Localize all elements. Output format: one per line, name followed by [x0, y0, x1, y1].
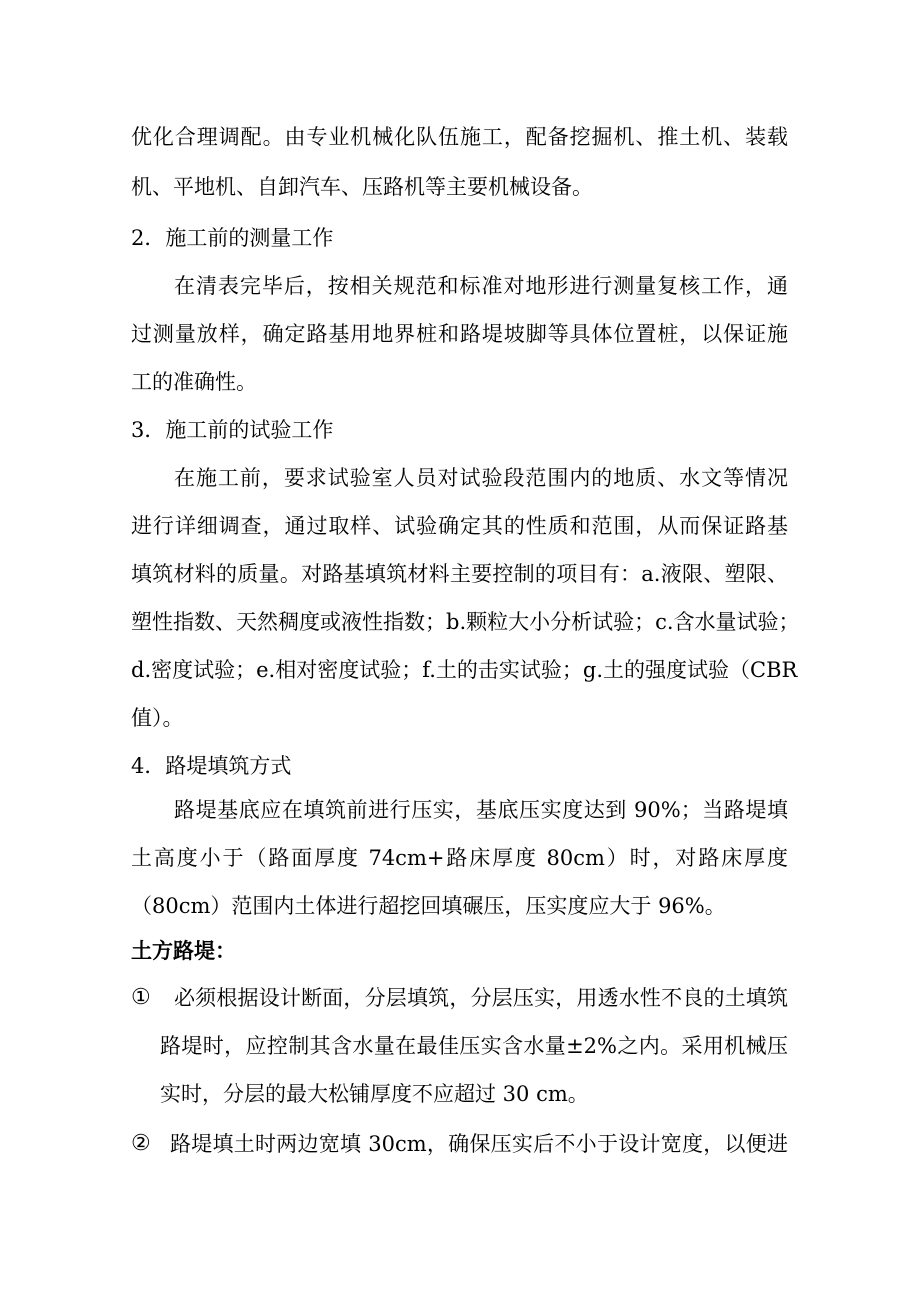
section-heading: 4．路堤填筑方式 [131, 754, 292, 778]
list-item-line: 路堤时，应控制其含水量在最佳压实含水量±2%之内。采用机械压 [160, 1034, 788, 1058]
paragraph-line: 机、平地机、自卸汽车、压路机等主要机械设备。 [131, 175, 593, 199]
paragraph-line: 路堤基底应在填筑前进行压实，基底压实度达到 90%；当路堤填 [174, 798, 788, 822]
paragraph-line: d.密度试验；e.相对密度试验；f.土的击实试验；g.土的强度试验（CBR [131, 658, 798, 682]
paragraph-line: 在清表完毕后，按相关规范和标准对地形进行测量复核工作，通 [174, 274, 788, 298]
section-heading: 2．施工前的测量工作 [131, 226, 334, 250]
list-marker: ① [131, 985, 151, 1010]
section-heading: 3．施工前的试验工作 [131, 418, 334, 442]
paragraph-line: 填筑材料的质量。对路基填筑材料主要控制的项目有：a.液限、塑限、 [131, 562, 788, 586]
paragraph-line: 优化合理调配。由专业机械化队伍施工，配备挖掘机、推土机、装载 [131, 125, 788, 149]
paragraph-line: 值）。 [131, 706, 184, 730]
paragraph-line: 过测量放样，确定路基用地界桩和路堤坡脚等具体位置桩，以保证施 [131, 322, 788, 346]
paragraph-line: 进行详细调查，通过取样、试验确定其的性质和范围，从而保证路基 [131, 514, 788, 538]
paragraph-line: 塑性指数、天然稠度或液性指数；b.颗粒大小分析试验；c.含水量试验； [131, 610, 800, 634]
list-marker: ② [131, 1131, 151, 1156]
paragraph-line: 在施工前，要求试验室人员对试验段范围内的地质、水文等情况 [174, 466, 788, 490]
paragraph-line: （80cm）范围内土体进行超挖回填碾压，压实度应大于 96%。 [131, 894, 726, 918]
subsection-heading: 土方路堤： [131, 938, 236, 963]
list-item-line: 必须根据设计断面，分层填筑，分层压实，用透水性不良的土填筑 [174, 986, 788, 1010]
paragraph-line: 土高度小于（路面厚度 74cm+路床厚度 80cm）时，对路床厚度 [131, 846, 788, 870]
paragraph-line: 工的准确性。 [131, 370, 257, 394]
list-item-line: 路堤填土时两边宽填 30cm，确保压实后不小于设计宽度，以便进 [170, 1132, 788, 1156]
list-item-line: 实时，分层的最大松铺厚度不应超过 30 cm。 [160, 1082, 589, 1106]
